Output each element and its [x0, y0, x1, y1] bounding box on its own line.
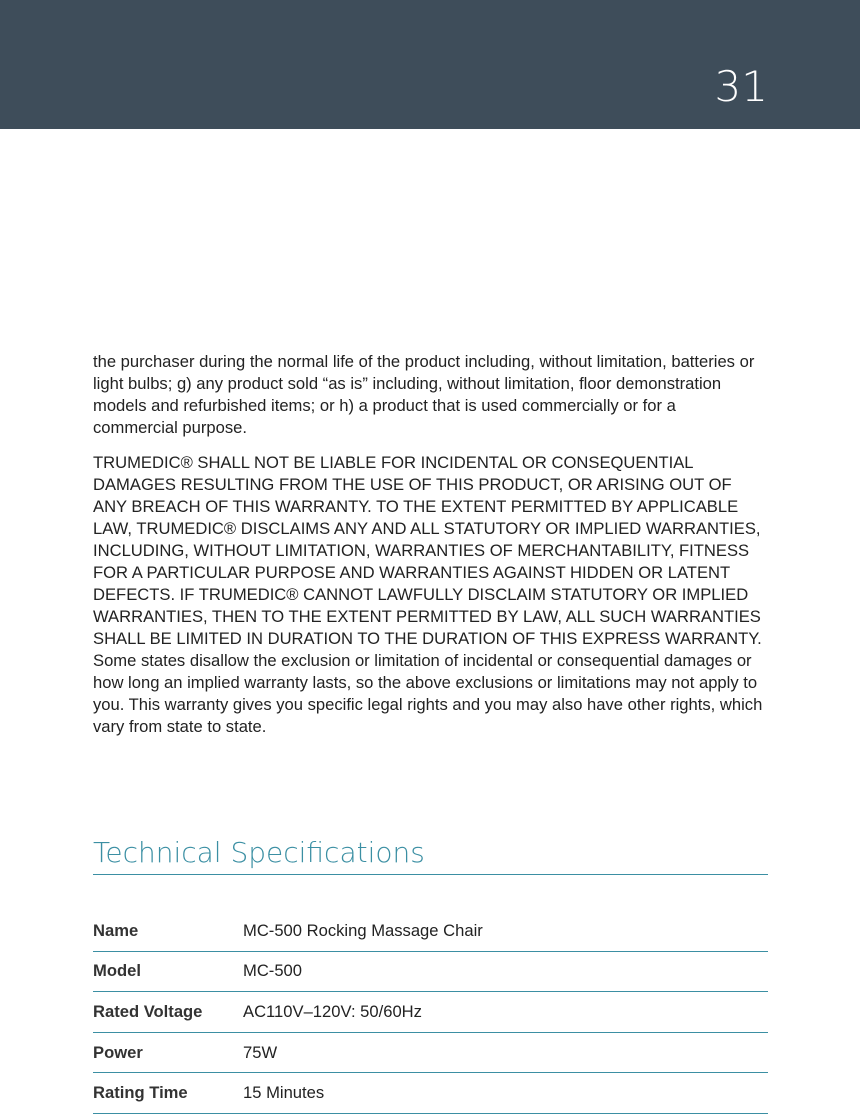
spec-label: Name — [93, 911, 243, 951]
spec-label: Model — [93, 951, 243, 992]
spec-label: Rated Voltage — [93, 992, 243, 1033]
spec-value: AC110V–120V: 50/60Hz — [243, 992, 768, 1033]
title-divider — [93, 874, 768, 875]
header-band — [0, 0, 860, 129]
spec-value: 75W — [243, 1032, 768, 1073]
spec-value: MC-500 — [243, 951, 768, 992]
warranty-paragraph-2: TRUMEDIC® SHALL NOT BE LIABLE FOR INCIDENTAL OR CONSEQUENTIAL DAMAGES RESULTING FROM THE USE OF THIS PRODUCT, OR ARISING OUT OF ANY BREACH OF THIS WARRANTY. TO THE EXTENT PERMITTED BY APPLICABLE LAW, TRUMEDIC® DISCLAIMS ANY AND ALL STATUTORY OR IMPLIED WARRANTIES, INCLUDING, WITHOUT LIMITATION, WARRANTIES OF MERCHANTABILITY, FITNESS FOR A PARTICULAR PURPOSE AND WARRANTIES AGAINST HIDDEN OR LATENT DEFECTS. IF TRUMEDIC® CANNOT LAWFULLY DISCLAIM STATUTORY OR IMPLIED WARRANTIES, THEN TO THE EXTENT PERMITTED BY LAW, ALL SUCH WARRANTIES SHALL BE LIMITED IN DURATION TO THE DURATION OF THIS EXPRESS WARRANTY. Some states disallow the exclusion or limitation of incidental or consequential damages or how long an implied warranty lasts, so the above exclusions or limitations may not apply to you. This warranty gives you specific legal rights and you may also have other rights, which vary from state to state. — [93, 453, 763, 736]
table-row — [93, 1032, 768, 1073]
spec-table — [93, 911, 768, 1114]
spec-value: 15 Minutes — [243, 1073, 768, 1114]
spec-value: MC-500 Rocking Massage Chair — [243, 911, 768, 951]
warranty-paragraph-1: the purchaser during the normal life of the product including, without limitation, batteries or light bulbs; g) any product sold “as is” including, without limitation, floor demonstration models and refurbished items; or h) a product that is used commercially or for a commercial purpose. — [93, 352, 755, 437]
table-row — [93, 992, 768, 1033]
table-row — [93, 911, 768, 951]
spec-label: Power — [93, 1032, 243, 1073]
table-row — [93, 1073, 768, 1114]
section-title: Technical Specifications — [93, 836, 425, 869]
table-row — [93, 951, 768, 992]
page-number: 31 — [714, 62, 768, 111]
spec-label: Rating Time — [93, 1073, 243, 1114]
